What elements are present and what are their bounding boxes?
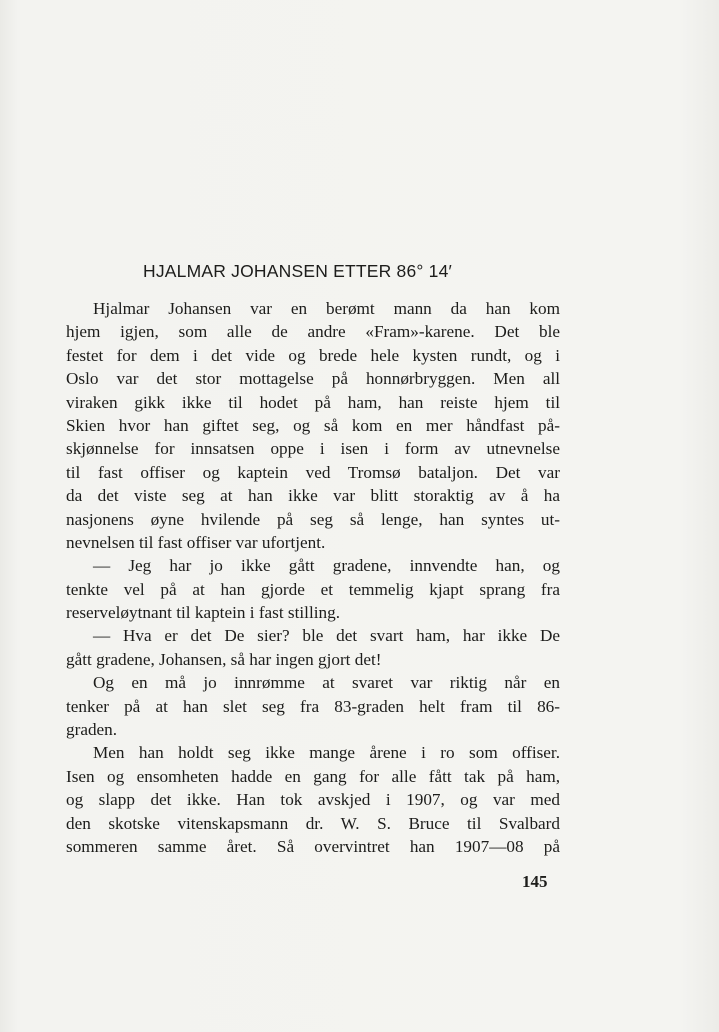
text-line: til fast offiser og kaptein ved Tromsø bataljon. Det var	[66, 462, 560, 482]
body-text	[66, 297, 560, 858]
text-line: festet for dem i det vide og brede hele kysten rundt, og i	[66, 345, 560, 365]
text-line: hjem igjen, som alle de andre «Fram»-karene. Det ble	[66, 322, 560, 342]
text-line: Hjalmar Johansen var en berømt mann da han kom	[93, 299, 560, 318]
text-line: nasjonens øyne hvilende på seg så lenge, han syntes ut-	[66, 509, 560, 529]
text-line: — Hva er det De sier? ble det svart ham, har ikke De	[93, 626, 560, 646]
text-line: og slapp det ikke. Han tok avskjed i 1907, og var med	[66, 790, 560, 810]
text-line: graden.	[66, 720, 118, 740]
text-line: Isen og ensomheten hadde en gang for alle fått tak på ham,	[66, 766, 560, 786]
text-line: Oslo var det stor mottagelse på honnørbryggen. Men all	[66, 369, 560, 389]
text-line: Skien hvor han giftet seg, og så kom en mer håndfast på-	[66, 415, 560, 435]
text-line: den skotske vitenskapsmann dr. W. S. Bruce til Svalbard	[66, 813, 560, 833]
text-line: sommeren samme året. Så overvintret han 1907—08 på	[66, 836, 560, 856]
page-number: 145	[522, 872, 548, 891]
text-line: viraken gikk ikke til hodet på ham, han reiste hjem til	[66, 392, 560, 412]
text-line: gått gradene, Johansen, så har ingen gjort det!	[66, 649, 382, 669]
text-line: nevnelsen til fast offiser var ufortjent.	[66, 532, 326, 552]
text-line: tenkte vel på at han gjorde et temmelig kjapt sprang fra	[66, 579, 560, 599]
text-line: da det viste seg at han ikke var blitt storaktig av å ha	[66, 486, 560, 506]
text-line: tenker på at han slet seg fra 83-graden helt fram til 86-	[66, 696, 560, 716]
chapter-title: HJALMAR JOHANSEN ETTER 86° 14′	[143, 261, 452, 281]
text-line: — Jeg har jo ikke gått gradene, innvendte han, og	[93, 556, 560, 576]
text-line: Og en må jo innrømme at svaret var riktig når en	[93, 673, 560, 693]
text-line: skjønnelse for innsatsen oppe i isen i form av utnevnelse	[66, 439, 560, 459]
text-line: reserveløytnant til kaptein i fast stilling.	[66, 603, 340, 623]
text-line: Men han holdt seg ikke mange årene i ro som offiser.	[93, 743, 560, 763]
